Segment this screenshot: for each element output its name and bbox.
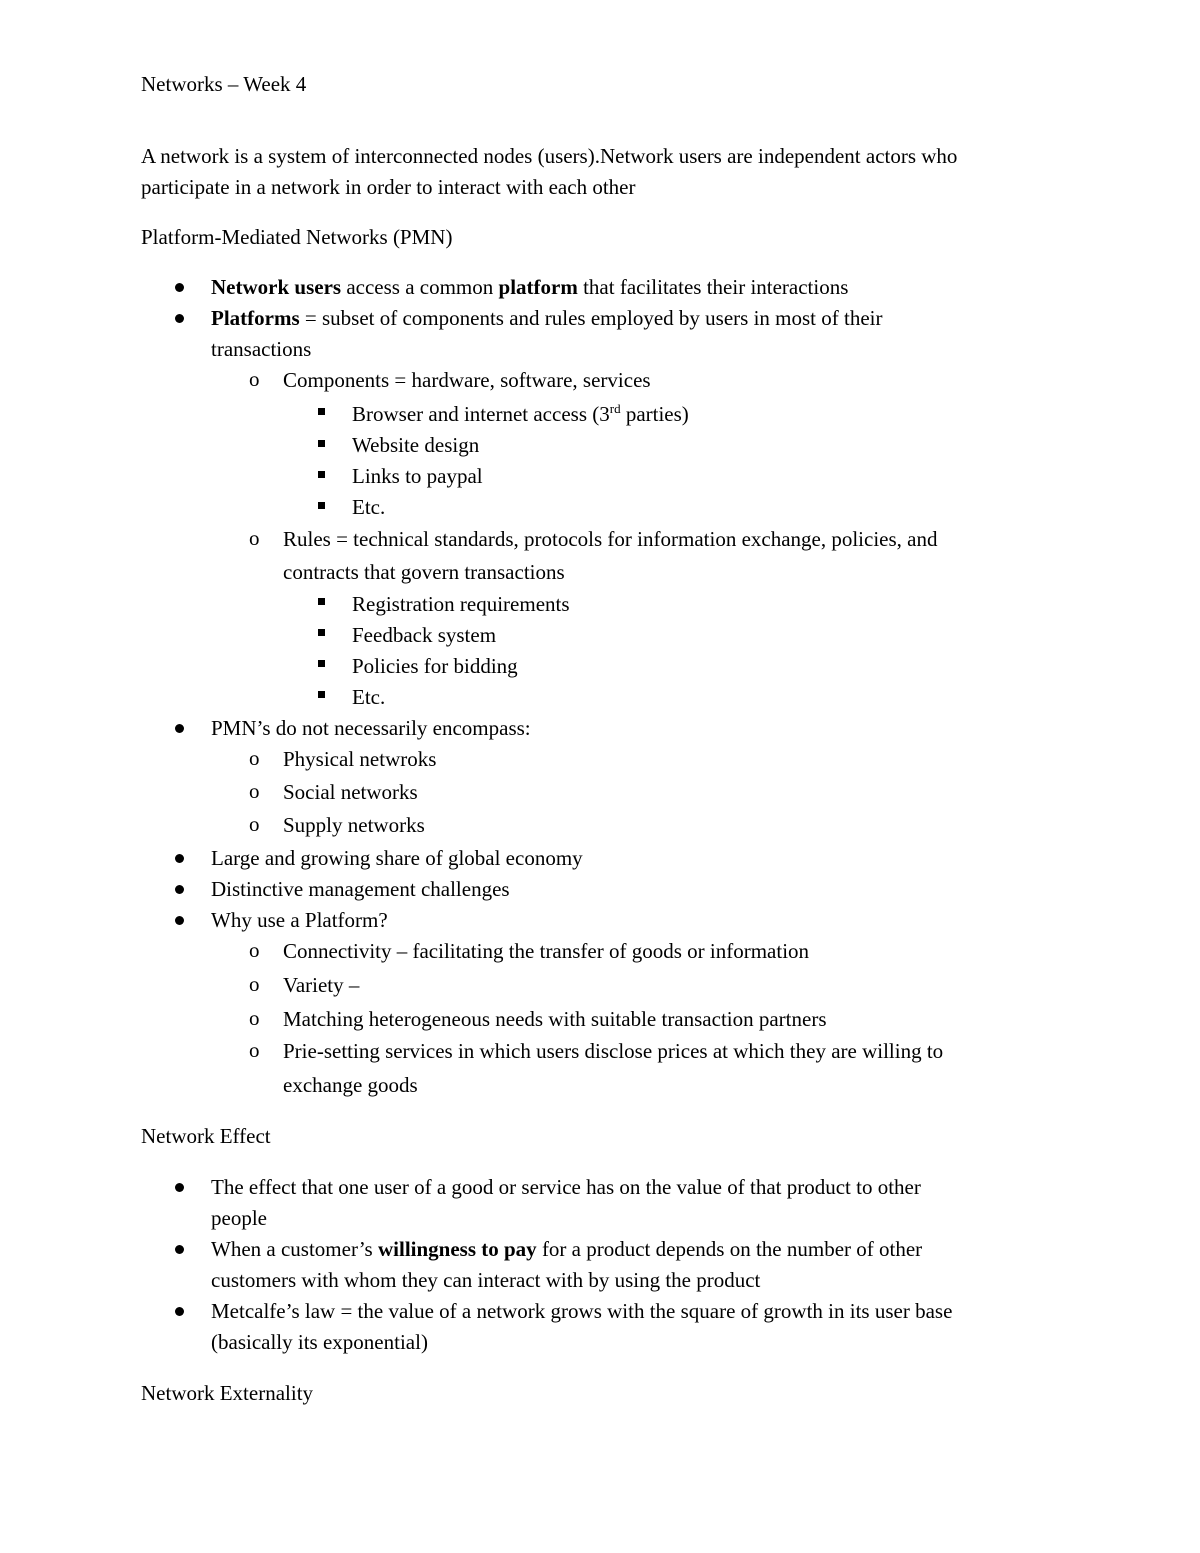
why-item: Connectivity – facilitating the transfer of goods or information <box>283 939 810 963</box>
intro-line-2: participate in a network in order to interact with each other <box>141 175 636 199</box>
effect-item-2: When a customer’s willingness to pay for a product depends on the number of other <box>211 1237 923 1261</box>
encompass-label: PMN’s do not necessarily encompass: <box>211 716 531 740</box>
square-bullet <box>318 440 325 447</box>
bullet-dot <box>175 916 184 925</box>
circle-bullet: o <box>249 367 260 391</box>
square-bullet <box>318 660 325 667</box>
bullet-dot <box>175 724 184 733</box>
pmn-bullet-distinctive: Distinctive management challenges <box>211 877 510 901</box>
pmn-bullet-platforms: Platforms = subset of components and rules employed by users in most of their <box>211 306 883 330</box>
encompass-item: Physical netwroks <box>283 747 437 771</box>
pmn-bullet-large: Large and growing share of global economy <box>211 846 583 870</box>
circle-bullet: o <box>249 779 260 803</box>
square-bullet <box>318 598 325 605</box>
circle-bullet: o <box>249 746 260 770</box>
components-item: Browser and internet access (3rd parties) <box>352 401 689 426</box>
circle-bullet: o <box>249 972 260 996</box>
bullet-dot <box>175 885 184 894</box>
components-item: Website design <box>352 433 480 457</box>
circle-bullet: o <box>249 1006 260 1030</box>
effect-item-1: The effect that one user of a good or service has on the value of that product to other <box>211 1175 921 1199</box>
components-item: Links to paypal <box>352 464 483 488</box>
square-bullet <box>318 408 325 415</box>
document-title: Networks – Week 4 <box>141 72 307 96</box>
circle-bullet: o <box>249 938 260 962</box>
components-label: Components = hardware, software, services <box>283 368 651 392</box>
square-bullet <box>318 691 325 698</box>
network-externality-heading: Network Externality <box>141 1381 314 1405</box>
square-bullet <box>318 502 325 509</box>
rules-line-1: Rules = technical standards, protocols for information exchange, policies, and <box>283 527 938 551</box>
rules-item: Feedback system <box>352 623 497 647</box>
bullet-dot <box>175 283 184 292</box>
bold-term: willingness to pay <box>377 1237 537 1261</box>
effect-item-2-cont: customers with whom they can interact with by using the product <box>211 1268 761 1292</box>
why-item-last-2: exchange goods <box>283 1073 418 1097</box>
circle-bullet: o <box>249 526 260 550</box>
circle-bullet: o <box>249 812 260 836</box>
encompass-item: Supply networks <box>283 813 425 837</box>
rules-item: Policies for bidding <box>352 654 518 678</box>
effect-item-3-cont: (basically its exponential) <box>211 1330 428 1354</box>
bold-term: Platforms <box>211 306 300 330</box>
rules-item: Registration requirements <box>352 592 570 616</box>
square-bullet <box>318 629 325 636</box>
bullet-dot <box>175 1307 184 1316</box>
components-item: Etc. <box>352 495 386 519</box>
pmn-bullet-network-users: Network users access a common platform that facilitates their interactions <box>211 275 849 299</box>
rules-item: Etc. <box>352 685 386 709</box>
intro-line-1: A network is a system of interconnected nodes (users).Network users are independent actors who <box>141 144 958 168</box>
rules-line-2: contracts that govern transactions <box>283 560 565 584</box>
bold-term: platform <box>498 275 578 299</box>
network-effect-heading: Network Effect <box>141 1124 271 1148</box>
square-bullet <box>318 471 325 478</box>
effect-item-1-cont: people <box>211 1206 267 1230</box>
encompass-item: Social networks <box>283 780 418 804</box>
bullet-dot <box>175 1183 184 1192</box>
bold-term: Network users <box>211 275 342 299</box>
bullet-dot <box>175 854 184 863</box>
bullet-dot <box>175 1245 184 1254</box>
effect-item-3: Metcalfe’s law = the value of a network grows with the square of growth in its user base <box>211 1299 953 1323</box>
why-item-last-1: Prie-setting services in which users disclose prices at which they are willing to <box>283 1039 944 1063</box>
why-item: Matching heterogeneous needs with suitable transaction partners <box>283 1007 827 1031</box>
pmn-heading: Platform-Mediated Networks (PMN) <box>141 225 453 249</box>
why-label: Why use a Platform? <box>211 908 388 932</box>
pmn-bullet-platforms-cont: transactions <box>211 337 312 361</box>
bullet-dot <box>175 314 184 323</box>
circle-bullet: o <box>249 1038 260 1062</box>
why-item: Variety – <box>283 973 360 997</box>
